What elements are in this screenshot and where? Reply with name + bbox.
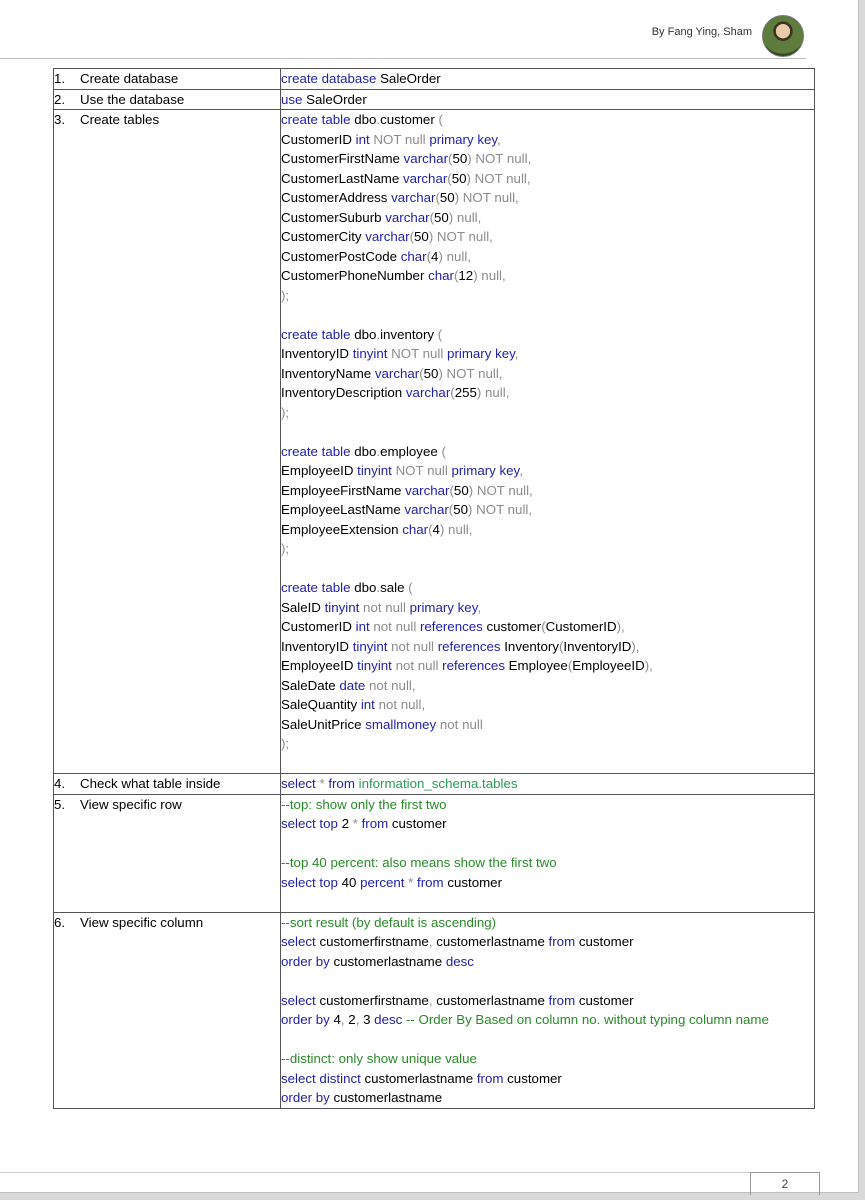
code-token: ) NOT null,	[468, 502, 533, 517]
code-token: ,	[428, 934, 437, 949]
code-token: (	[449, 482, 454, 498]
code-line	[281, 247, 814, 267]
code-token: tinyint	[324, 599, 364, 615]
code-line	[281, 1030, 814, 1050]
code-line	[281, 952, 814, 972]
code-token: customerfirstname	[319, 934, 429, 949]
code-token: NOT null	[373, 131, 430, 147]
code-line	[281, 1088, 814, 1108]
code-token: (	[558, 638, 564, 654]
code-token: .	[376, 112, 381, 127]
code-token: );	[281, 736, 290, 751]
code-line	[281, 403, 814, 423]
code-token: 255	[454, 385, 477, 400]
code-token: ) null,	[473, 268, 506, 283]
code-token: desc	[445, 953, 474, 969]
code-token: (	[429, 209, 434, 225]
author-avatar	[762, 15, 804, 57]
code-token: ),	[644, 658, 653, 673]
code-line	[281, 130, 814, 150]
code-token: varchar	[402, 170, 448, 186]
code-token: select top	[281, 816, 342, 831]
code-token: employee	[380, 443, 442, 459]
code-token: information_schema.tables	[358, 776, 518, 791]
code-token: 50	[414, 229, 429, 244]
code-token: ),	[631, 638, 640, 654]
code-token: customer	[391, 816, 447, 831]
code-token: SaleUnitPrice	[281, 716, 366, 732]
code-token: order by	[281, 1090, 334, 1105]
code-token: 50	[439, 190, 455, 205]
code-token: (	[450, 385, 455, 400]
code-token: EmployeeExtension	[281, 521, 403, 537]
code-token: (	[448, 502, 454, 517]
code-line	[281, 442, 814, 462]
code-line	[281, 364, 814, 384]
code-line	[281, 637, 814, 657]
code-token: ) NOT null,	[454, 190, 519, 205]
code-line	[281, 1069, 814, 1089]
code-line	[281, 873, 814, 893]
code-token: CustomerPostCode	[281, 248, 401, 264]
code-token: not null	[395, 658, 443, 673]
code-token: InventoryID	[563, 638, 632, 654]
code-token: int	[355, 619, 374, 634]
code-token: ,	[428, 992, 437, 1008]
sql-notes-table	[53, 68, 815, 1109]
code-token: 40	[341, 874, 361, 890]
code-token: not null	[363, 599, 410, 615]
code-token: select	[281, 934, 320, 949]
code-token: create table	[281, 580, 355, 595]
code-token: from	[548, 992, 579, 1008]
code-token: ,	[519, 463, 523, 478]
code-token: order by	[281, 953, 334, 969]
code-cell	[281, 774, 815, 795]
code-token: tinyint	[352, 638, 392, 654]
code-line	[281, 617, 814, 637]
code-line	[281, 325, 814, 345]
code-token: .	[376, 443, 381, 459]
code-token: select	[281, 992, 320, 1008]
code-token: varchar	[365, 229, 410, 244]
code-token: char	[400, 248, 427, 264]
code-token: primary key	[451, 463, 520, 478]
code-token: CustomerFirstName	[281, 151, 404, 166]
code-token: 50	[453, 482, 469, 498]
code-token: SaleQuantity	[281, 697, 361, 712]
code-token: 50	[453, 502, 469, 517]
code-token: ,	[514, 346, 519, 361]
code-line	[281, 715, 814, 735]
code-token: from	[417, 874, 448, 890]
code-token: (	[408, 580, 413, 595]
code-token: customer	[507, 1070, 562, 1086]
code-line	[281, 188, 814, 208]
code-token: CustomerCity	[281, 229, 366, 244]
code-token: int	[360, 697, 379, 712]
code-token: (	[438, 112, 443, 127]
code-token: --sort result (by default is ascending)	[281, 914, 497, 930]
code-line	[281, 559, 814, 579]
author-header: By Fang Ying, Sham	[651, 26, 752, 38]
step-number: 3.	[54, 112, 66, 127]
code-line	[281, 932, 814, 952]
code-token: int	[355, 131, 374, 147]
step-label: Check what table inside	[80, 776, 221, 791]
code-token: ) null,	[439, 521, 473, 537]
code-line	[281, 853, 814, 873]
code-token: primary key	[429, 131, 498, 147]
step-number: 2.	[54, 91, 66, 107]
code-token: customer	[578, 934, 634, 949]
step-label: View specific column	[80, 914, 204, 930]
code-token: (	[426, 248, 432, 264]
code-line	[281, 90, 814, 110]
code-token: (	[428, 521, 433, 537]
code-token: EmployeeLastName	[281, 502, 405, 517]
code-token: use	[281, 91, 307, 107]
step-number: 5.	[54, 796, 66, 812]
code-token: EmployeeID	[281, 658, 358, 673]
code-line	[281, 169, 814, 189]
code-token: );	[281, 287, 290, 303]
code-token: (	[447, 170, 452, 186]
table-row	[54, 774, 815, 795]
code-token: create table	[281, 326, 355, 342]
code-token: (	[453, 268, 459, 283]
code-token: (	[448, 151, 453, 166]
code-line	[281, 834, 814, 854]
code-line	[281, 539, 814, 559]
code-token: tinyint	[357, 463, 396, 478]
code-line	[281, 1049, 814, 1069]
code-token: ),	[616, 619, 625, 634]
code-token: customerlastname	[333, 1090, 443, 1105]
code-line	[281, 1010, 814, 1030]
code-token: --top: show only the first two	[281, 796, 447, 812]
code-token: customerlastname	[436, 934, 549, 949]
code-line	[281, 913, 814, 933]
code-token: Employee	[508, 658, 568, 673]
code-token: char	[428, 268, 454, 283]
code-line	[281, 383, 814, 403]
code-token: customer	[447, 874, 503, 890]
code-token: ) NOT null,	[468, 482, 533, 498]
code-token: desc	[374, 1012, 406, 1027]
code-token: percent	[360, 874, 409, 890]
code-token: customerlastname	[364, 1070, 477, 1086]
code-line	[281, 656, 814, 676]
code-token: ,	[497, 131, 501, 147]
code-token: create database	[281, 71, 381, 86]
code-line	[281, 69, 814, 89]
code-token: inventory	[380, 326, 438, 342]
step-cell	[54, 774, 281, 795]
code-token: varchar	[374, 365, 420, 381]
step-number: 1.	[54, 71, 66, 86]
code-token: --distinct: only show unique value	[281, 1051, 477, 1066]
table-row	[54, 794, 815, 912]
code-line	[281, 676, 814, 696]
code-token: from	[548, 934, 579, 949]
code-token: select distinct	[281, 1070, 365, 1086]
code-token: not null	[439, 716, 483, 732]
code-cell	[281, 110, 815, 774]
code-token: (	[541, 619, 546, 634]
code-token: varchar	[405, 482, 450, 498]
code-token: 50	[452, 151, 468, 166]
code-token: SaleDate	[281, 677, 340, 693]
code-token: not null	[373, 619, 420, 634]
code-line	[281, 971, 814, 991]
code-token: order by	[281, 1012, 334, 1027]
step-cell	[54, 912, 281, 1108]
code-token: (	[419, 365, 424, 381]
code-token: ) NOT null,	[438, 365, 503, 381]
code-token: dbo	[354, 443, 377, 459]
code-token: EmployeeFirstName	[281, 482, 406, 498]
code-token: date	[339, 677, 369, 693]
code-token: --top 40 percent: also means show the first two	[281, 855, 557, 870]
footer-divider	[0, 1172, 750, 1173]
code-token: dbo	[354, 580, 377, 595]
code-token: not null	[391, 638, 438, 654]
code-token: *	[352, 816, 362, 831]
code-token: select	[281, 776, 320, 791]
code-line	[281, 461, 814, 481]
code-line	[281, 286, 814, 306]
code-token: NOT null	[391, 346, 448, 361]
code-token: varchar	[404, 502, 449, 517]
code-line	[281, 481, 814, 501]
code-token: varchar	[405, 385, 451, 400]
code-token: 4	[333, 1012, 341, 1027]
code-token: *	[408, 874, 418, 890]
step-number: 4.	[54, 776, 66, 791]
code-token: customerlastname	[333, 953, 446, 969]
code-token: not null,	[368, 677, 416, 693]
page-number: 2	[750, 1172, 820, 1195]
step-label: Create database	[80, 71, 179, 86]
code-token: 50	[434, 209, 449, 225]
step-cell	[54, 794, 281, 912]
step-label: Use the database	[80, 91, 185, 107]
code-token: from	[476, 1070, 508, 1086]
code-token: ) NOT null,	[466, 170, 531, 186]
code-line	[281, 500, 814, 520]
table-row	[54, 110, 815, 774]
code-line	[281, 774, 814, 794]
code-token: create table	[281, 112, 355, 127]
code-token: customerlastname	[436, 992, 549, 1008]
code-token: customer	[380, 112, 439, 127]
code-token: 2	[348, 1012, 356, 1027]
code-token: varchar	[403, 151, 448, 166]
code-token: primary key	[447, 346, 515, 361]
code-token: InventoryDescription	[281, 385, 406, 400]
code-token: Inventory	[504, 638, 559, 654]
code-token: customer	[578, 992, 634, 1008]
sql-notes-body	[54, 69, 815, 1109]
code-token: 4	[432, 521, 440, 537]
code-token: 50	[423, 365, 439, 381]
code-token: 50	[451, 170, 467, 186]
step-cell	[54, 69, 281, 90]
code-token: CustomerSuburb	[281, 209, 386, 225]
code-token: references	[442, 658, 509, 673]
code-line	[281, 305, 814, 325]
step-number: 6.	[54, 914, 66, 930]
code-token: 3	[363, 1012, 375, 1027]
code-token: varchar	[385, 209, 430, 225]
code-token: CustomerAddress	[281, 190, 392, 205]
code-line	[281, 795, 814, 815]
table-row	[54, 69, 815, 90]
code-token: (	[567, 658, 573, 673]
code-token: 2	[341, 816, 353, 831]
code-token: InventoryName	[281, 365, 375, 381]
code-token: ,	[477, 599, 482, 615]
code-token: ) NOT null,	[428, 229, 493, 244]
code-token: tinyint	[357, 658, 396, 673]
code-token: tinyint	[352, 346, 392, 361]
code-token: ) null,	[476, 385, 510, 400]
code-token: 4	[431, 248, 439, 264]
code-token: .	[376, 326, 381, 342]
code-token: from	[328, 776, 359, 791]
code-token: *	[319, 776, 329, 791]
table-row	[54, 912, 815, 1108]
code-token: InventoryID	[281, 638, 353, 654]
code-line	[281, 227, 814, 247]
code-token: varchar	[391, 190, 436, 205]
code-token: from	[361, 816, 392, 831]
code-token: sale	[380, 580, 409, 595]
code-line	[281, 734, 814, 754]
code-token: EmployeeID	[572, 658, 645, 673]
code-token: );	[281, 541, 290, 556]
code-token: CustomerLastName	[281, 170, 403, 186]
code-token: SaleID	[281, 599, 325, 615]
code-token: not null,	[378, 697, 426, 712]
code-cell	[281, 912, 815, 1108]
code-token: CustomerID	[281, 131, 356, 147]
code-token: (	[441, 443, 446, 459]
code-line	[281, 892, 814, 912]
code-token: 12	[458, 268, 474, 283]
code-line	[281, 520, 814, 540]
code-token: char	[402, 521, 429, 537]
code-token: EmployeeID	[281, 463, 358, 478]
code-token: CustomerPhoneNumber	[281, 268, 429, 283]
code-line	[281, 814, 814, 834]
code-token: CustomerID	[545, 619, 617, 634]
code-token: references	[419, 619, 487, 634]
header-divider	[0, 58, 806, 59]
step-label: Create tables	[80, 112, 160, 127]
step-cell	[54, 110, 281, 774]
code-line	[281, 149, 814, 169]
code-token: customerfirstname	[319, 992, 429, 1008]
code-token: dbo	[354, 112, 377, 127]
code-token: ,	[355, 1012, 364, 1027]
code-token: primary key	[409, 599, 478, 615]
code-token: SaleOrder	[306, 91, 367, 107]
code-token: ) null,	[448, 209, 482, 225]
code-line	[281, 266, 814, 286]
code-token: references	[437, 638, 505, 654]
code-line	[281, 208, 814, 228]
code-token: );	[281, 404, 290, 420]
code-token: ) NOT null,	[467, 151, 532, 166]
code-token: SaleOrder	[380, 71, 441, 86]
code-token: -- Order By Based on column no. without typing column name	[405, 1012, 769, 1027]
code-token: NOT null	[395, 463, 452, 478]
code-token: ,	[340, 1012, 349, 1027]
code-token: (	[409, 229, 415, 244]
code-token: smallmoney	[365, 716, 440, 732]
code-line	[281, 598, 814, 618]
step-label: View specific row	[80, 796, 182, 812]
code-cell	[281, 794, 815, 912]
code-cell	[281, 89, 815, 110]
code-line	[281, 695, 814, 715]
code-token: create table	[281, 443, 355, 459]
code-cell	[281, 69, 815, 90]
step-cell	[54, 89, 281, 110]
code-line	[281, 754, 814, 774]
code-line	[281, 578, 814, 598]
code-line	[281, 422, 814, 442]
code-line	[281, 110, 814, 130]
table-row	[54, 89, 815, 110]
code-token: ) null,	[438, 248, 471, 264]
code-line	[281, 991, 814, 1011]
code-token: select top	[281, 874, 342, 890]
code-token: .	[376, 580, 381, 595]
code-token: (	[437, 326, 443, 342]
code-token: InventoryID	[281, 346, 353, 361]
code-token: customer	[486, 619, 542, 634]
code-token: (	[435, 190, 440, 205]
code-line	[281, 344, 814, 364]
code-token: CustomerID	[281, 619, 356, 634]
code-token: dbo	[354, 326, 377, 342]
